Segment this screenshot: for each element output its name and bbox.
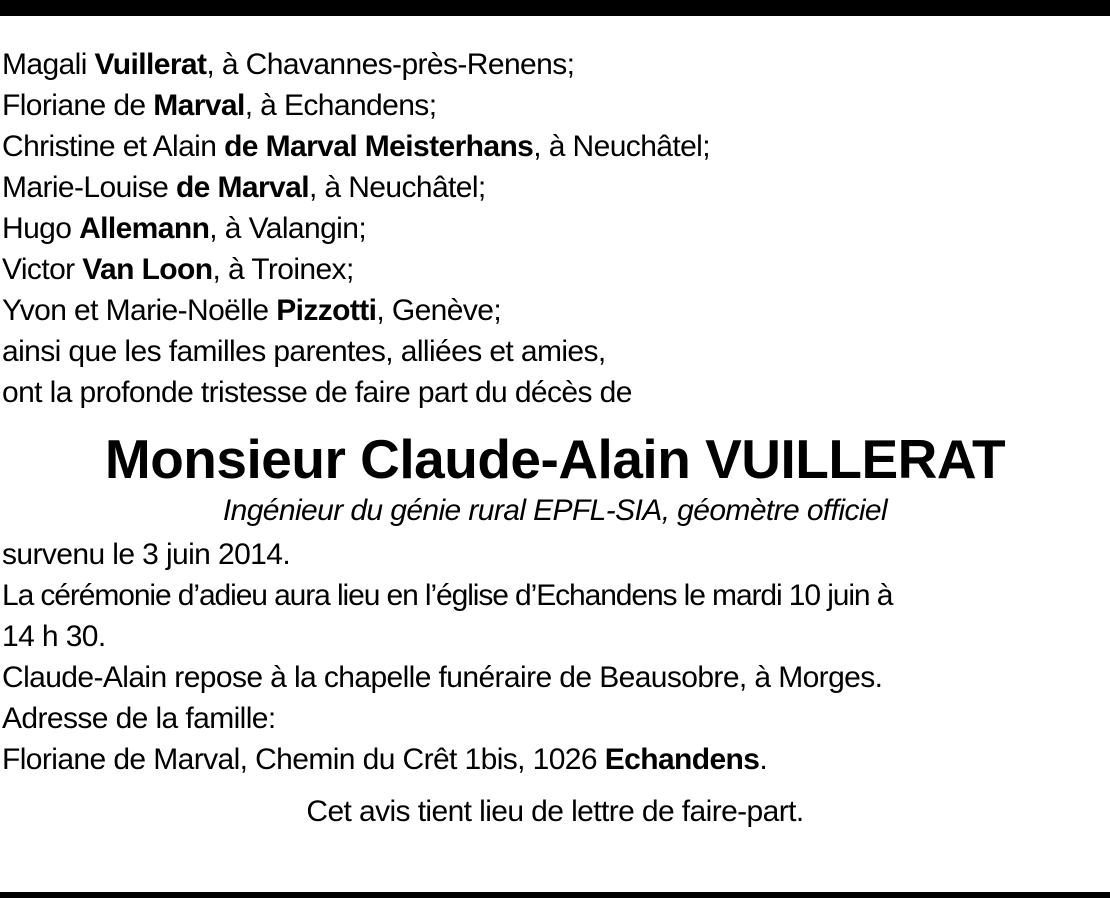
family-line: Christine et Alain de Marval Meisterhans, à Neuchâtel; [2, 130, 710, 163]
resting-place: Claude-Alain repose à la chapelle funéraire de Beausobre, à Morges. [2, 661, 883, 694]
family-line: Magali Vuillerat, à Chavannes-près-Renens; [2, 48, 575, 81]
address-town: Echandens [604, 743, 760, 776]
family-surname: Pizzotti [276, 294, 377, 327]
intro-line: ont la profonde tristesse de faire part du décès de [2, 376, 632, 409]
family-surname: Allemann [79, 212, 210, 245]
family-line: Yvon et Marie-Noëlle Pizzotti, Genève; [2, 294, 502, 327]
address-label: Adresse de la famille: [2, 702, 276, 735]
family-surname: Marval [153, 89, 245, 122]
ceremony-time: 14 h 30. [2, 620, 106, 653]
family-surname: de Marval [175, 171, 309, 204]
family-line: Marie-Louise de Marval, à Neuchâtel; [2, 171, 486, 204]
family-line: Victor Van Loon, à Troinex; [2, 253, 354, 286]
family-surname: de Marval Meisterhans [224, 130, 534, 163]
family-line: Floriane de Marval, à Echandens; [2, 89, 437, 122]
deceased-name: Monsieur Claude-Alain VUILLERAT [104, 428, 1006, 490]
deceased-profession: Ingénieur du génie rural EPFL-SIA, géomètre officiel [222, 494, 888, 527]
intro-line: ainsi que les familles parentes, alliées et amies, [2, 335, 606, 368]
top-rule [0, 0, 1110, 16]
bottom-rule [0, 892, 1110, 898]
ceremony-info: La cérémonie d’adieu aura lieu en l’église d’Echandens le mardi 10 juin à [2, 579, 893, 612]
family-address: Floriane de Marval, Chemin du Crêt 1bis, 1026 Echandens. [2, 743, 768, 776]
family-surname: Vuillerat [94, 48, 207, 81]
family-surname: Van Loon [82, 253, 213, 286]
family-line: Hugo Allemann, à Valangin; [2, 212, 367, 245]
date-of-death: survenu le 3 juin 2014. [2, 538, 291, 571]
closing-note: Cet avis tient lieu de lettre de faire-part. [306, 795, 804, 828]
obituary-notice [2, 44, 1108, 832]
notice-details [2, 534, 1108, 780]
family-list [2, 44, 1108, 331]
